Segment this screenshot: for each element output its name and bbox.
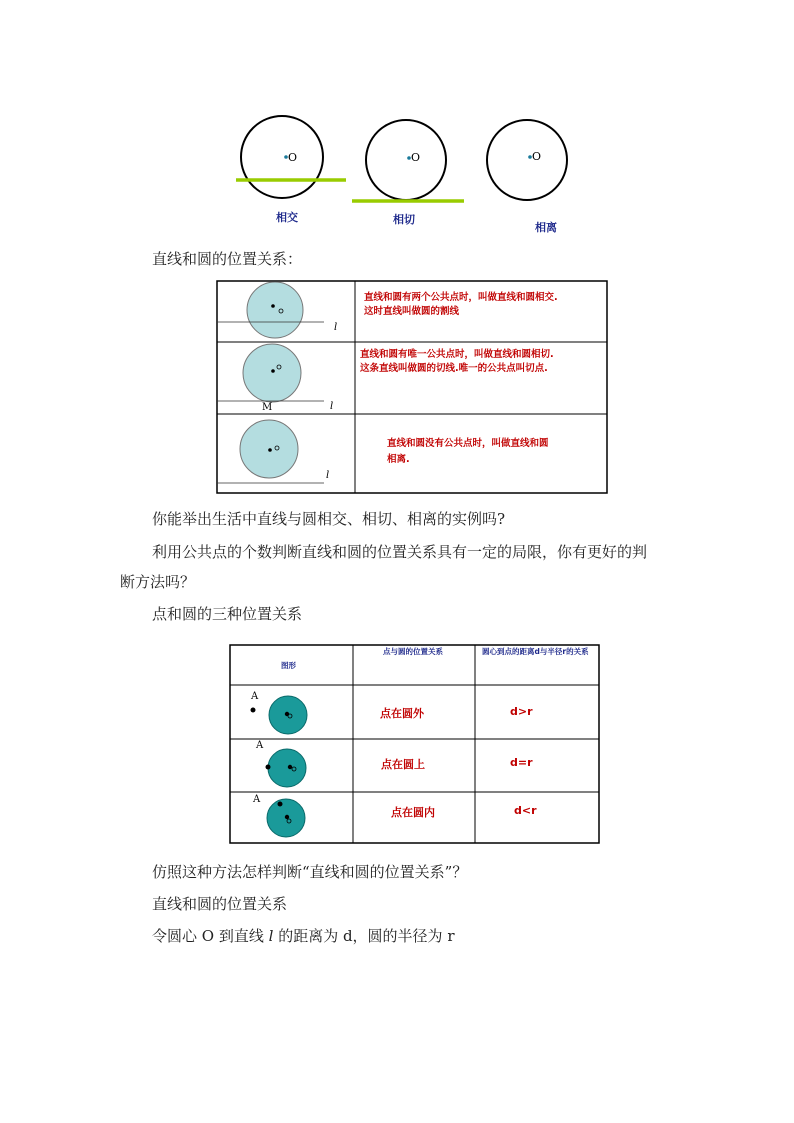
relation-row1: 点在圆外 <box>380 707 424 720</box>
header-relation: 点与圆的位置关系 <box>383 647 443 656</box>
center-label: O <box>411 151 421 164</box>
condition-row3: d<r <box>514 804 537 817</box>
point-A-dot <box>251 708 256 713</box>
header-condition: 圆心到点的距离d与半径r的关系 <box>482 647 589 656</box>
definition-pre: 令圆心 O 到直线 <box>152 927 269 945</box>
paragraph-imitate-question: 仿照这种方法怎样判断“直线和圆的位置关系”？ <box>152 863 468 881</box>
relation-row2: 点在圆上 <box>381 758 425 771</box>
point-A-row3: A <box>253 794 261 805</box>
paragraph-limitation-1: 利用公共点的个数判断直线和圆的位置关系具有一定的局限，你有更好的判 <box>152 543 648 561</box>
row3-desc-2: 相离. <box>387 454 410 465</box>
label-tangent: 相切 <box>393 213 415 226</box>
circle-tangent <box>366 120 446 200</box>
line-label-row3: l <box>326 470 330 481</box>
circle-row2 <box>243 344 301 402</box>
circle-teal-row2 <box>268 749 306 787</box>
center-label: O <box>288 151 298 164</box>
paragraph-line-circle-subtitle: 直线和圆的位置关系 <box>152 895 288 913</box>
line-label-row2: l <box>330 401 334 412</box>
paragraph-point-circle-title: 点和圆的三种位置关系 <box>152 605 303 623</box>
center-label: O <box>532 150 542 163</box>
label-intersect: 相交 <box>276 211 298 224</box>
paragraph-definition <box>152 925 455 946</box>
paragraph-line-circle-title: 直线和圆的位置关系： <box>152 250 303 268</box>
point-A-dot <box>278 802 283 807</box>
point-label-M: M <box>262 402 273 413</box>
paragraph-example-question: 你能举出生活中直线与圆相交、相切、相离的实例吗? <box>152 510 506 528</box>
circle-separate <box>487 120 567 200</box>
row1-desc-1: 直线和圆有两个公共点时，叫做直线和圆相交. <box>364 292 558 303</box>
point-A-row2: A <box>256 740 264 751</box>
row2-desc-1: 直线和圆有唯一公共点时，叫做直线和圆相切. <box>360 349 554 360</box>
row3-desc-1: 直线和圆没有公共点时，叫做直线和圆 <box>387 438 549 449</box>
label-separate: 相离 <box>535 221 557 234</box>
condition-row2: d=r <box>510 756 533 769</box>
row1-desc-2: 这时直线叫做圆的割线 <box>364 306 460 317</box>
header-figure: 图形 <box>281 661 296 670</box>
definition-post: 的距离为 d，圆的半径为 r <box>273 927 455 945</box>
row2-desc-2: 这条直线叫做圆的切线.唯一的公共点叫切点. <box>360 363 548 374</box>
definition-line-symbol: l <box>268 927 274 945</box>
circle-intersect <box>241 116 323 198</box>
circle-row1 <box>247 282 303 338</box>
circles-diagram <box>228 110 598 210</box>
relation-row3: 点在圆内 <box>391 806 435 819</box>
paragraph-limitation-2: 断方法吗？ <box>120 573 196 591</box>
point-A-dot <box>266 765 271 770</box>
condition-row1: d>r <box>510 705 533 718</box>
point-A-row1: A <box>251 691 259 702</box>
line-label-row1: l <box>334 322 338 333</box>
